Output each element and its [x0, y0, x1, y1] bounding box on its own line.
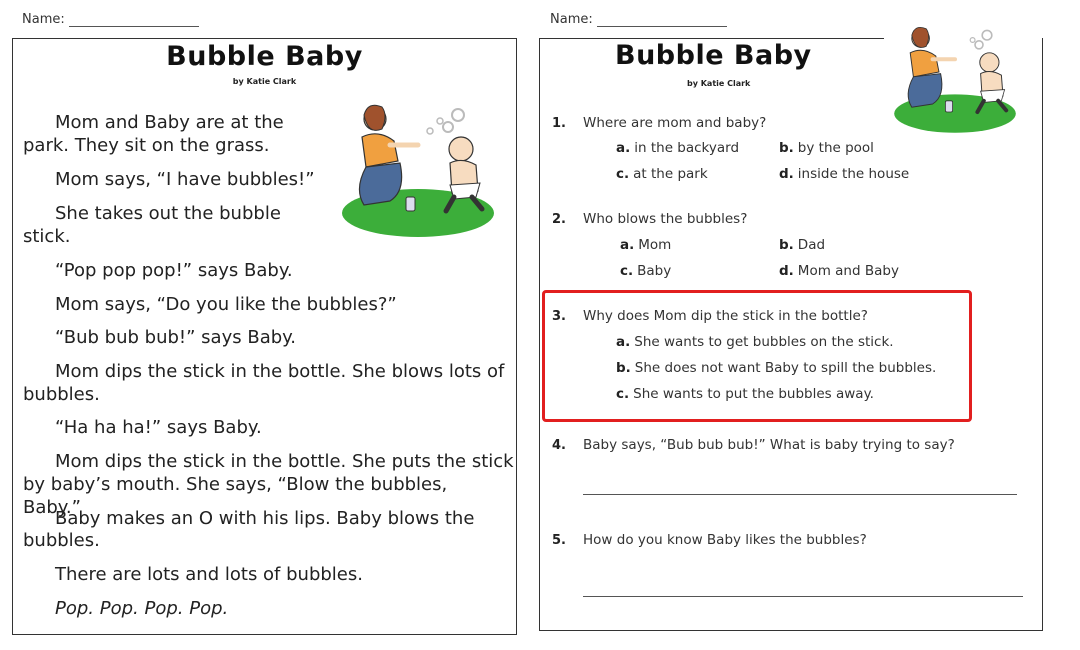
answer-line[interactable] [583, 494, 1017, 495]
option-text: She wants to get bubbles on the stick. [634, 334, 894, 350]
answer-option[interactable] [779, 140, 874, 156]
question-text: Where are mom and baby? [583, 115, 767, 131]
option-text: Dad [797, 237, 826, 253]
option-letter: c. [616, 166, 630, 182]
name-field-left[interactable] [22, 12, 199, 27]
option-letter: d. [779, 263, 794, 279]
option-letter: b. [616, 360, 631, 376]
question-number: 5. [552, 533, 566, 548]
answer-option[interactable] [616, 166, 708, 182]
option-letter: c. [616, 386, 630, 402]
story-line: bubbles. [23, 384, 100, 405]
option-letter: a. [616, 140, 631, 156]
story-line: park. They sit on the grass. [23, 135, 270, 156]
question-number: 3. [552, 309, 566, 324]
option-letter: c. [620, 263, 634, 279]
name-field-right[interactable] [550, 12, 727, 27]
option-letter: a. [620, 237, 635, 253]
option-letter: b. [779, 140, 794, 156]
answer-option[interactable] [779, 166, 909, 182]
story-line: Mom dips the stick in the bottle. She puts the stick [55, 451, 514, 472]
story-line: She takes out the bubble [55, 203, 281, 224]
option-text: She does not want Baby to spill the bubbles. [634, 360, 937, 376]
name-label: Name: [550, 12, 593, 27]
question-number: 2. [552, 212, 566, 227]
questions-title: Bubble Baby [615, 40, 812, 71]
page-top-border [539, 38, 884, 39]
answer-option[interactable] [616, 334, 894, 350]
question-text: Who blows the bubbles? [583, 211, 748, 227]
story-title: Bubble Baby [166, 41, 363, 72]
option-text: by the pool [797, 140, 874, 156]
option-letter: d. [779, 166, 794, 182]
story-line: “Pop pop pop!” says Baby. [55, 260, 293, 281]
answer-option[interactable] [779, 237, 825, 253]
story-line: Mom dips the stick in the bottle. She blows lots of [55, 361, 505, 382]
story-line: Mom says, “Do you like the bubbles?” [55, 294, 397, 315]
name-label: Name: [22, 12, 65, 27]
story-line: There are lots and lots of bubbles. [55, 564, 363, 585]
answer-option[interactable] [620, 237, 671, 253]
option-text: Mom and Baby [797, 263, 899, 279]
option-letter: b. [779, 237, 794, 253]
mom-baby-bubbles-illustration [890, 24, 1020, 136]
story-line: “Bub bub bub!” says Baby. [55, 327, 296, 348]
answer-option[interactable] [620, 263, 671, 279]
story-line: by baby’s mouth. She says, “Blow the bubbles, Baby.” [23, 474, 448, 518]
option-letter: a. [616, 334, 631, 350]
questions-byline: by Katie Clark [687, 79, 751, 88]
answer-option[interactable] [779, 263, 899, 279]
option-text: in the backyard [634, 140, 740, 156]
story-line: bubbles. [23, 530, 100, 551]
story-byline: by Katie Clark [232, 77, 297, 86]
question-number: 1. [552, 116, 566, 131]
story-line: stick. [23, 226, 71, 247]
story-line: Baby makes an O with his lips. Baby blows the [55, 508, 475, 529]
name-blank[interactable] [69, 14, 199, 27]
option-text: Mom [638, 237, 672, 253]
story-line: Pop. Pop. Pop. Pop. [55, 598, 229, 619]
question-text: How do you know Baby likes the bubbles? [583, 532, 867, 548]
answer-line[interactable] [583, 596, 1023, 597]
answer-option[interactable] [616, 386, 874, 402]
question-text: Baby says, “Bub bub bub!” What is baby trying to say? [583, 437, 955, 453]
option-text: at the park [633, 166, 708, 182]
answer-option[interactable] [616, 140, 739, 156]
question-number: 4. [552, 438, 566, 453]
questions-page [539, 38, 1043, 631]
option-text: She wants to put the bubbles away. [633, 386, 874, 402]
story-line: Mom says, “I have bubbles!” [55, 169, 315, 190]
story-line: Mom and Baby are at the [55, 112, 284, 133]
story-line: “Ha ha ha!” says Baby. [55, 417, 262, 438]
answer-option[interactable] [616, 360, 936, 376]
question-text: Why does Mom dip the stick in the bottle? [583, 308, 868, 324]
story-page [12, 38, 517, 635]
name-blank[interactable] [597, 14, 727, 27]
option-text: inside the house [797, 166, 910, 182]
option-text: Baby [637, 263, 672, 279]
